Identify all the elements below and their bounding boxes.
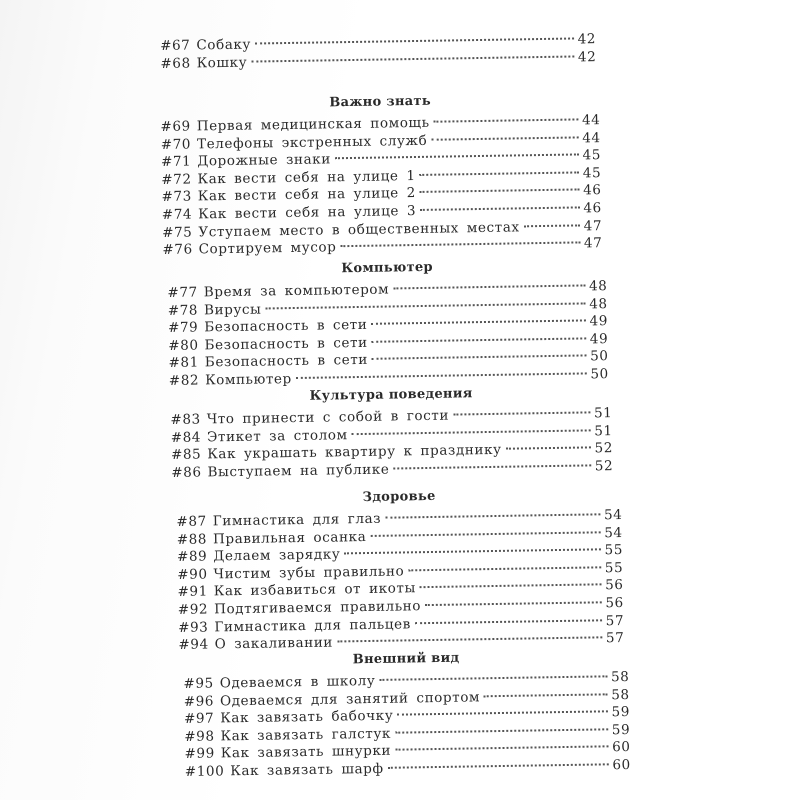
entry-page: 50	[590, 348, 609, 365]
dot-leader	[372, 337, 586, 342]
entry-page: 44	[582, 129, 601, 146]
dot-leader	[506, 447, 591, 450]
entry-number: #70	[160, 136, 192, 153]
dot-leader	[420, 584, 601, 589]
dot-leader	[484, 693, 607, 697]
toc-section	[160, 31, 596, 73]
entry-number: #93	[178, 619, 209, 636]
dot-leader	[379, 675, 607, 681]
entry-title: Кошку	[196, 54, 248, 72]
entry-title: Что принести с собой в гости	[206, 407, 450, 428]
entry-page: 60	[612, 756, 631, 774]
entry-page: 49	[589, 313, 609, 330]
entry-page: 58	[611, 686, 630, 703]
dot-leader	[395, 746, 608, 751]
entry-number: #98	[184, 728, 215, 745]
dot-leader	[296, 372, 587, 379]
entry-number: #97	[183, 710, 215, 728]
entry-title: Одеваемся в школу	[219, 672, 376, 692]
section-heading: Компьютер	[341, 259, 433, 277]
entry-number: #77	[167, 284, 198, 301]
entry-title: Как завязать шнурки	[220, 743, 392, 762]
dot-leader	[371, 320, 585, 325]
toc-section	[176, 485, 625, 655]
entry-title: Как завязать шарф	[230, 760, 384, 780]
entry-number: #85	[170, 446, 202, 464]
entry-title: Правильная осанка	[212, 528, 367, 548]
entry-page: 42	[577, 31, 597, 48]
entry-title: Делаем зарядку	[213, 546, 341, 565]
entry-title: Как завязать бабочку	[220, 707, 394, 727]
entry-number: #67	[160, 37, 191, 54]
entry-title: Как завязать галстук	[220, 725, 392, 745]
entry-title: Безопасность в сети	[204, 352, 369, 371]
section-heading: Внешний вид	[352, 650, 460, 668]
entry-page: 59	[611, 704, 631, 721]
dot-leader	[420, 171, 579, 176]
dot-leader	[453, 411, 590, 415]
toc-section	[167, 256, 609, 390]
entry-page: 45	[582, 164, 602, 182]
dot-leader	[415, 619, 602, 624]
entry-number: #100	[184, 763, 225, 780]
entry-number: #74	[161, 206, 193, 223]
dot-leader	[408, 566, 601, 571]
entry-number: #72	[161, 171, 192, 188]
entry-number: #89	[176, 548, 208, 566]
entry-title: Время за компьютером	[203, 281, 390, 301]
dot-leader	[393, 284, 585, 289]
entry-number: #94	[178, 636, 209, 654]
entry-title: Безопасность в сети	[204, 317, 368, 336]
entry-number: #76	[162, 241, 193, 259]
dot-leader	[337, 636, 602, 642]
entry-page: 56	[605, 577, 624, 594]
entry-page: 47	[583, 217, 603, 234]
entry-title: О закаливании	[214, 634, 334, 653]
entry-number: #87	[176, 513, 207, 530]
entry-number: #95	[183, 675, 214, 692]
entry-page: 55	[604, 559, 624, 577]
dot-leader	[335, 154, 579, 160]
entry-title: Безопасность в сети	[204, 334, 368, 354]
dot-leader	[395, 728, 608, 733]
section-heading: Культура поведения	[309, 386, 473, 404]
entry-number: #96	[183, 693, 215, 710]
entry-number: #88	[176, 531, 208, 548]
entry-page: 46	[583, 182, 602, 199]
entry-title: Вирусы	[203, 301, 262, 319]
toc-section	[160, 90, 603, 260]
entry-title: Как вести себя на улице 3	[198, 202, 417, 223]
entry-page: 49	[589, 330, 609, 348]
entry-title: Одеваемся для занятий спортом	[219, 688, 481, 710]
dot-leader	[372, 355, 586, 360]
dot-leader	[397, 711, 607, 716]
entry-page: 51	[593, 405, 613, 422]
entry-number: #71	[160, 153, 192, 171]
entry-page: 52	[594, 440, 614, 457]
entry-page: 54	[604, 524, 623, 541]
entry-title: Телефоны экстренных служб	[196, 132, 428, 153]
entry-number: #83	[170, 411, 201, 428]
entry-page: 42	[577, 48, 597, 66]
dot-leader	[251, 55, 574, 62]
entry-title: Гимнастика для глаз	[212, 510, 382, 530]
entry-title: Сортируем мусор	[198, 239, 337, 258]
dot-leader	[420, 206, 579, 211]
entry-page: 48	[589, 295, 608, 312]
entry-title: Как вести себя на улице 1	[197, 167, 416, 188]
entry-title: Чистим зубы правильно	[213, 563, 405, 583]
entry-page: 56	[605, 594, 624, 612]
dot-leader	[425, 601, 601, 606]
entry-number: #80	[168, 337, 199, 354]
entry-title: Уступаем место в общественных местах	[198, 218, 520, 240]
dot-leader	[255, 38, 574, 45]
toc-section	[183, 647, 631, 782]
entry-number: #86	[171, 464, 202, 481]
entry-number: #75	[162, 224, 193, 241]
entry-page: 55	[604, 542, 624, 559]
dot-leader	[370, 531, 600, 537]
toc-section	[170, 383, 613, 482]
dot-leader	[385, 513, 600, 518]
entry-title: Гимнастика для пальцев	[214, 615, 411, 635]
entry-number: #81	[168, 354, 199, 372]
dot-leader	[340, 242, 580, 248]
entry-page: 59	[611, 721, 631, 739]
entry-page: 57	[605, 612, 625, 629]
entry-title: Первая медицинская помощь	[196, 114, 430, 135]
entry-page: 48	[588, 278, 608, 295]
dot-leader	[420, 189, 579, 194]
dot-leader	[431, 136, 578, 140]
entry-number: #78	[167, 302, 199, 319]
entry-title: Как вести себя на улице 2	[197, 185, 416, 205]
entry-number: #91	[177, 583, 208, 601]
entry-number: #82	[168, 372, 200, 389]
entry-title: Собаку	[196, 36, 252, 54]
section-heading: Важно знать	[329, 93, 432, 111]
entry-page: 60	[612, 739, 631, 756]
entry-title: Как украшать квартиру к празднику	[207, 441, 502, 463]
entry-number: #84	[170, 429, 202, 446]
dot-leader	[344, 549, 600, 555]
entry-page: 54	[603, 506, 623, 524]
entry-number: #90	[177, 566, 208, 583]
dot-leader	[388, 763, 609, 768]
entry-number: #79	[167, 319, 199, 337]
entry-page: 51	[594, 422, 613, 439]
entry-title: Компьютер	[205, 371, 292, 389]
dot-leader	[352, 429, 591, 435]
entry-number: #68	[160, 55, 191, 72]
entry-number: #69	[160, 118, 191, 135]
entry-title: Дорожные знаки	[197, 151, 331, 170]
entry-page: 52	[594, 457, 614, 475]
entry-title: Подтягиваемся правильно	[214, 598, 422, 618]
entry-title: Как избавиться от икоты	[213, 580, 416, 600]
entry-title: Выступаем на публике	[207, 461, 390, 481]
entry-number: #92	[177, 601, 209, 618]
entry-page: 44	[581, 112, 601, 129]
entry-page: 45	[582, 147, 602, 164]
entry-page: 50	[590, 366, 609, 383]
entry-page: 58	[610, 668, 630, 686]
entry-page: 47	[583, 235, 603, 252]
entry-page: 46	[583, 200, 602, 217]
dot-leader	[393, 464, 590, 469]
entry-number: #73	[161, 188, 192, 206]
section-heading: Здоровье	[362, 488, 436, 506]
dot-leader	[434, 118, 578, 122]
entry-page: 57	[605, 630, 625, 647]
dot-leader	[265, 302, 585, 309]
dot-leader	[524, 224, 580, 227]
entry-title: Этикет за столом	[206, 426, 348, 446]
entry-number: #99	[184, 745, 215, 763]
